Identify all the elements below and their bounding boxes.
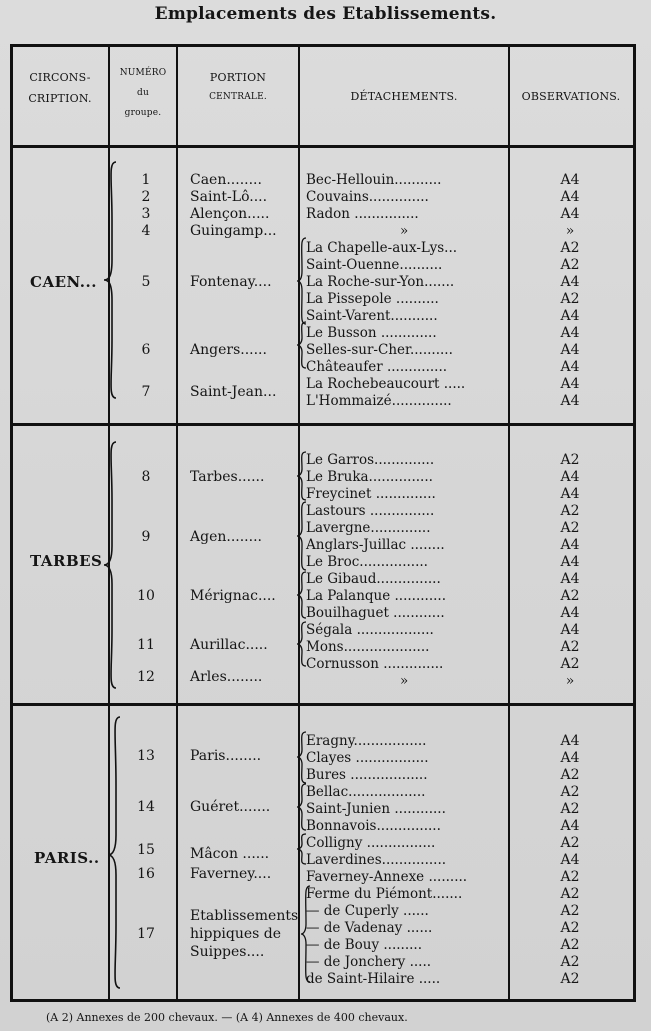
detachement-name: La Palanque ............ — [306, 588, 447, 604]
detachement-name: La Pissepole .......... — [306, 291, 439, 307]
observation-code: A2 — [560, 937, 580, 953]
group-portion: Fontenay.... — [190, 274, 272, 290]
detachement-name: Lastours ............... — [306, 503, 435, 519]
group-number: 9 — [141, 529, 151, 545]
group-number: 14 — [137, 799, 155, 815]
detachement-name: La Roche-sur-Yon....... — [306, 274, 455, 290]
observation-code: A4 — [560, 274, 580, 290]
footnote: (A 2) Annexes de 200 chevaux. — (A 4) Annexes de 400 chevaux. — [46, 1011, 408, 1024]
observation-code: A4 — [560, 359, 580, 375]
header-detachements: DÉTACHEMENTS. — [350, 90, 458, 103]
detachement-name: Eragny................. — [306, 733, 427, 749]
detachement-name: Mons.................... — [306, 639, 430, 655]
detachement-name: Couvains.............. — [306, 189, 429, 205]
detachement-name: Bures .................. — [306, 767, 428, 783]
brace-caen — [102, 160, 122, 400]
detachement-name: Le Bruka............... — [306, 469, 433, 485]
group-number: 3 — [141, 206, 151, 222]
group-portion: Saint-Lô.... — [190, 189, 268, 205]
detachement-name: — de Jonchery ..... — [306, 954, 432, 970]
observation-code: A4 — [560, 469, 580, 485]
detachement-name: Le Gibaud............... — [306, 571, 441, 587]
group-portion: Agen........ — [190, 529, 262, 545]
detachement-name: La Chapelle-aux-Lys... — [306, 240, 458, 256]
group-portion: Alençon..... — [190, 206, 270, 222]
detachement-name: Bonnavois............... — [306, 818, 441, 834]
group-number: 15 — [137, 842, 155, 858]
detachement-name: Le Busson ............. — [306, 325, 437, 341]
group-number: 11 — [137, 637, 155, 653]
detachement-name: Le Broc................ — [306, 554, 428, 570]
observation-code: A2 — [560, 835, 580, 851]
group-number: 5 — [141, 274, 151, 290]
observation-code: A4 — [560, 189, 580, 205]
detachement-name: Faverney-Annexe ......... — [306, 869, 468, 885]
brace-paris — [106, 715, 126, 990]
group-portion: Faverney.... — [190, 866, 272, 882]
group-portion: Mâcon ...... — [190, 846, 270, 862]
group-number: 17 — [137, 926, 155, 942]
detachement-name: Ferme du Piémont....... — [306, 886, 463, 902]
detachement-name: Laverdines............... — [306, 852, 447, 868]
group-portion: Guéret....... — [190, 799, 271, 815]
observation-code: A4 — [560, 818, 580, 834]
observation-code: A4 — [560, 486, 580, 502]
group-number: 12 — [137, 669, 155, 685]
observation-code: A4 — [560, 206, 580, 222]
group-number: 13 — [137, 748, 155, 764]
detachement-name: Bellac.................. — [306, 784, 426, 800]
group-portion: Paris........ — [190, 748, 262, 764]
observation-code: A4 — [560, 750, 580, 766]
observation-code: A2 — [560, 452, 580, 468]
group-number: 10 — [137, 588, 155, 604]
group-portion: Tarbes...... — [190, 469, 265, 485]
column-divider — [508, 47, 510, 999]
group-number: 8 — [141, 469, 151, 485]
group-portion: hippiques de — [190, 926, 282, 942]
observation-code: A2 — [560, 257, 580, 273]
observation-code: A2 — [560, 886, 580, 902]
header-rule — [12, 145, 633, 148]
detachement-name: » — [400, 673, 409, 689]
observation-code: A2 — [560, 503, 580, 519]
observation-code: A4 — [560, 852, 580, 868]
detachement-name: Lavergne.............. — [306, 520, 431, 536]
observation-code: A2 — [560, 639, 580, 655]
group-number: 16 — [137, 866, 155, 882]
observation-code: A4 — [560, 554, 580, 570]
observation-code: A2 — [560, 656, 580, 672]
detachement-name: Colligny ................ — [306, 835, 436, 851]
group-portion: Etablissements — [190, 908, 299, 924]
observation-code: A2 — [560, 801, 580, 817]
header-portion: PORTION CENTRALE. — [209, 71, 267, 102]
section-rule — [12, 423, 633, 426]
observation-code: » — [565, 673, 575, 689]
detachement-name: Châteaufer .............. — [306, 359, 448, 375]
observation-code: A2 — [560, 920, 580, 936]
observation-code: A2 — [560, 784, 580, 800]
observation-code: A4 — [560, 733, 580, 749]
detachement-name: de Saint-Hilaire ..... — [306, 971, 441, 987]
observation-code: A2 — [560, 588, 580, 604]
detachement-name: Saint-Varent........... — [306, 308, 438, 324]
group-portion: Guingamp... — [190, 223, 277, 239]
detachement-name: — de Cuperly ...... — [306, 903, 429, 919]
observation-code: A2 — [560, 520, 580, 536]
page-title: Emplacements des Etablissements. — [154, 4, 497, 24]
observation-code: A4 — [560, 622, 580, 638]
detachement-name: — de Bouy ......... — [306, 937, 422, 953]
group-portion: Caen........ — [190, 172, 262, 188]
detachement-name: — de Vadenay ...... — [306, 920, 433, 936]
group-portion: Aurillac..... — [190, 637, 268, 653]
group-portion: Saint-Jean... — [190, 384, 277, 400]
region-paris: PARIS.. — [34, 849, 100, 867]
detachement-name: Clayes ................. — [306, 750, 429, 766]
observation-code: A4 — [560, 376, 580, 392]
region-tarbes: TARBES — [30, 552, 103, 570]
detachement-name: » — [400, 223, 409, 239]
observation-code: A4 — [560, 342, 580, 358]
group-number: 2 — [141, 189, 151, 205]
group-number: 1 — [141, 172, 151, 188]
observation-code: A4 — [560, 571, 580, 587]
header-circonscription: CIRCONS- CRIPTION. — [28, 71, 92, 105]
observation-code: A2 — [560, 869, 580, 885]
detachement-name: Le Garros.............. — [306, 452, 435, 468]
group-portion: Suippes.... — [190, 944, 265, 960]
detachement-name: Bouilhaguet ............ — [306, 605, 445, 621]
observation-code: A4 — [560, 308, 580, 324]
observation-code: A2 — [560, 291, 580, 307]
detachement-name: Radon ............... — [306, 206, 419, 222]
group-number: 7 — [141, 384, 151, 400]
column-divider — [176, 47, 178, 999]
detachement-name: La Rochebeaucourt ..... — [306, 376, 466, 392]
observation-code: A4 — [560, 393, 580, 409]
group-number: 6 — [141, 342, 151, 358]
observation-code: A2 — [560, 971, 580, 987]
detachement-name: L'Hommaizé.............. — [306, 393, 452, 409]
observation-code: » — [565, 223, 575, 239]
group-portion: Arles........ — [190, 669, 263, 685]
detachement-name: Bec-Hellouin........... — [306, 172, 442, 188]
detachement-name: Cornusson .............. — [306, 656, 444, 672]
group-number: 4 — [141, 223, 151, 239]
observation-code: A4 — [560, 537, 580, 553]
observation-code: A2 — [560, 240, 580, 256]
region-caen: CAEN... — [30, 273, 97, 291]
observation-code: A2 — [560, 954, 580, 970]
header-numero: NUMÉRO du groupe. — [119, 68, 167, 118]
detachement-name: Freycinet .............. — [306, 486, 436, 502]
header-observations: OBSERVATIONS. — [521, 90, 621, 103]
detachement-name: Saint-Ouenne.......... — [306, 257, 443, 273]
observation-code: A4 — [560, 325, 580, 341]
brace-tarbes — [102, 440, 122, 690]
detachement-name: Selles-sur-Cher.......... — [306, 342, 453, 358]
group-portion: Mérignac.... — [190, 588, 276, 604]
detachement-name: Anglars-Juillac ........ — [306, 537, 445, 553]
section-rule — [12, 703, 633, 706]
detachement-name: Saint-Junien ............ — [306, 801, 446, 817]
observation-code: A2 — [560, 903, 580, 919]
group-portion: Angers...... — [190, 342, 267, 358]
observation-code: A4 — [560, 605, 580, 621]
observation-code: A4 — [560, 172, 580, 188]
observation-code: A2 — [560, 767, 580, 783]
detachement-name: Ségala .................. — [306, 622, 434, 638]
